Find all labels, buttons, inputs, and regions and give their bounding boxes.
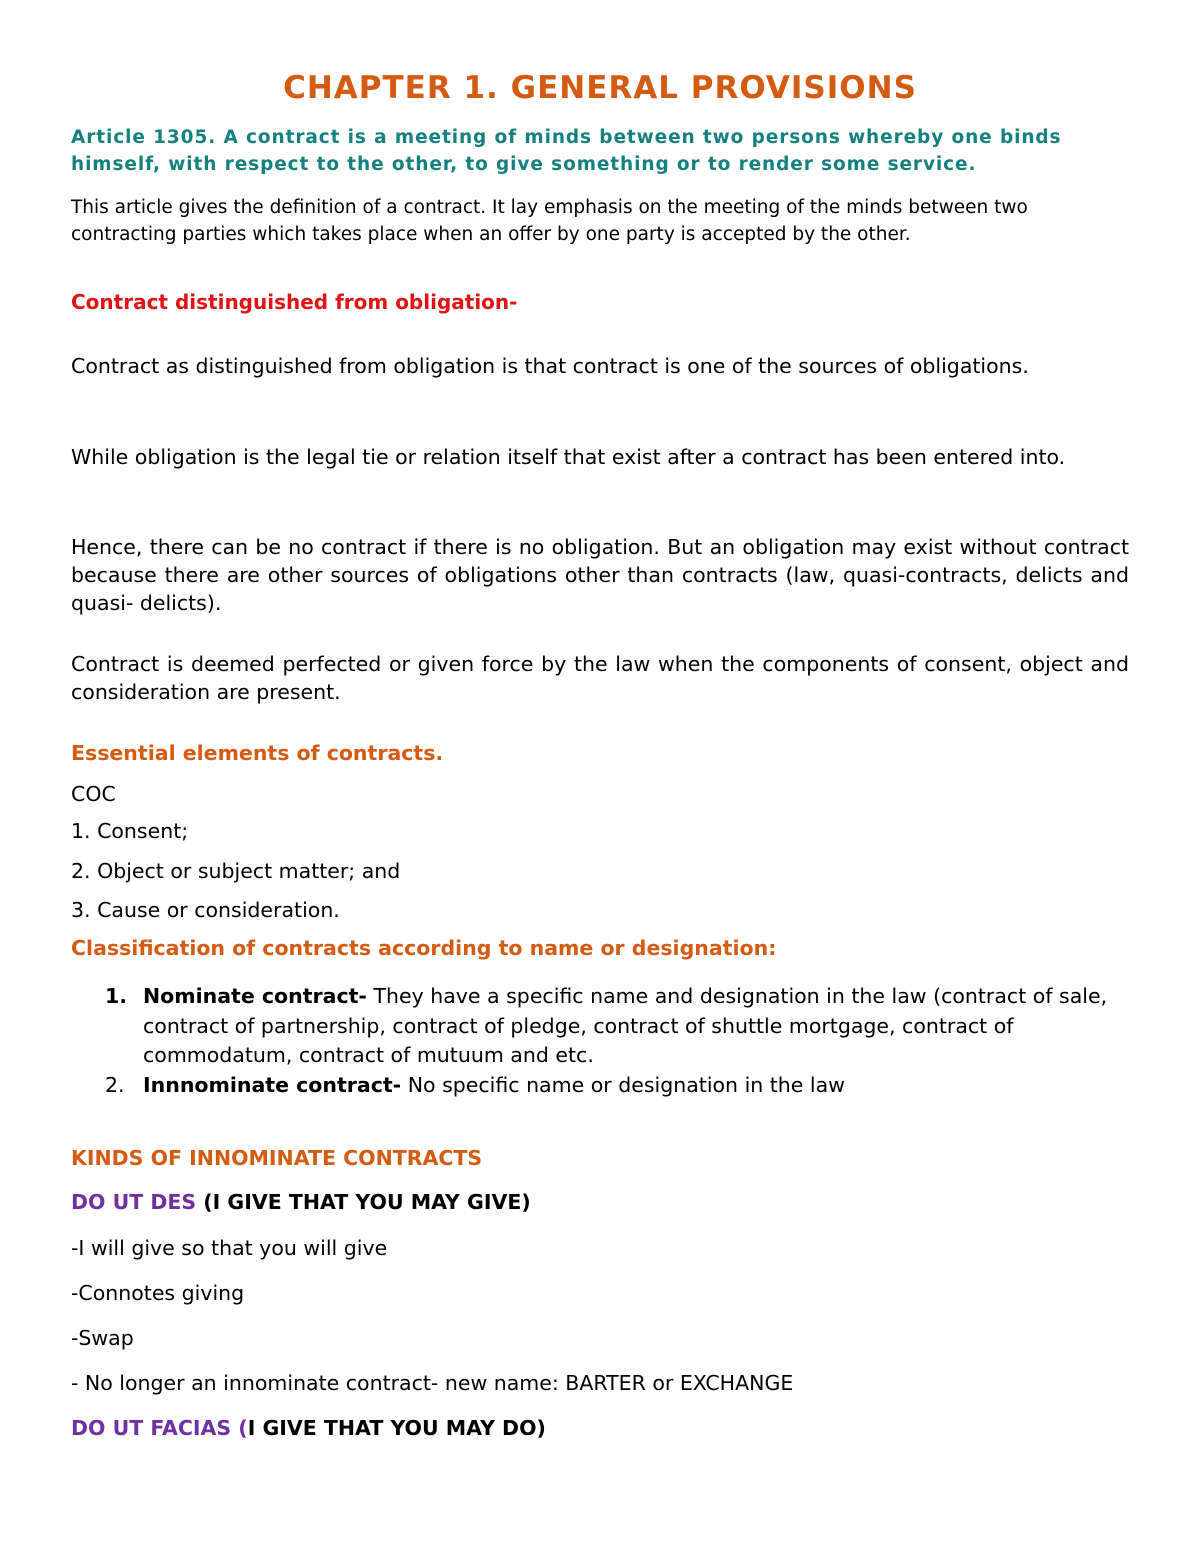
heading-essential-elements: Essential elements of contracts. xyxy=(71,741,444,765)
list-item-nominate xyxy=(105,982,1115,1071)
element-item-consent: 1. Consent; xyxy=(71,819,189,843)
element-item-object: 2. Object or subject matter; and xyxy=(71,859,401,883)
do-ut-des-line-4: - No longer an innominate contract- new name: BARTER or EXCHANGE xyxy=(71,1371,794,1395)
latin-do-ut-facias: DO UT FACIAS ( xyxy=(71,1416,248,1440)
mnemonic-coc: COC xyxy=(71,782,116,806)
heading-do-ut-facias xyxy=(71,1416,546,1440)
heading-contract-distinguished: Contract distinguished from obligation- xyxy=(71,290,518,314)
heading-classification: Classification of contracts according to name or designation: xyxy=(71,936,777,960)
heading-kinds-innominate: KINDS OF INNOMINATE CONTRACTS xyxy=(71,1146,483,1170)
paragraph-distinguished-4: Contract is deemed perfected or given force by the law when the components of consent, object and consideration are present. xyxy=(71,652,1129,704)
chapter-title: CHAPTER 1. GENERAL PROVISIONS xyxy=(283,70,917,106)
list-number: 1. xyxy=(105,984,128,1008)
article-1305: Article 1305. A contract is a meeting of minds between two persons whereby one binds himself, with respect to the other, to give something or to render some service. xyxy=(71,127,1062,175)
paragraph-distinguished-3: Hence, there can be no contract if there is no obligation. But an obligation may exist without contract because there are other sources of obligations other than contracts (law, quasi-contracts, delicts and quasi- delicts). xyxy=(71,535,1129,615)
term-nominate-contract: Nominate contract- xyxy=(143,984,367,1008)
list-number: 2. xyxy=(105,1072,125,1097)
do-ut-des-line-2: -Connotes giving xyxy=(71,1281,245,1305)
term-innominate-contract: Innnominate contract- xyxy=(143,1072,402,1097)
translation-do-ut-facias: I GIVE THAT YOU MAY DO) xyxy=(247,1416,546,1440)
article-explanation: This article gives the definition of a contract. It lay emphasis on the meeting of the minds between two contracting parties which takes place when an offer by one party is accepted by the other. xyxy=(71,197,1028,245)
heading-do-ut-des xyxy=(71,1190,531,1214)
list-item-innominate xyxy=(105,1071,1115,1101)
classification-list xyxy=(105,982,1115,1100)
do-ut-des-line-3: -Swap xyxy=(71,1326,134,1350)
definition-nominate-contract: They have a specific name and designation in the law (contract of sale, contract of partnership, contract of pledge, contract of shuttle mortgage, contract of commodatum, contract of mutuum and etc. xyxy=(143,984,1108,1067)
do-ut-des-line-1: -I will give so that you will give xyxy=(71,1236,388,1260)
definition-innominate-contract: No specific name or designation in the law xyxy=(401,1072,845,1097)
latin-do-ut-des: DO UT DES xyxy=(71,1190,204,1214)
paragraph-distinguished-2: While obligation is the legal tie or relation itself that exist after a contract has been entered into. xyxy=(71,445,1066,469)
paragraph-distinguished-1: Contract as distinguished from obligation is that contract is one of the sources of obligations. xyxy=(71,354,1029,378)
translation-do-ut-des: (I GIVE THAT YOU MAY GIVE) xyxy=(203,1190,531,1214)
element-item-cause: 3. Cause or consideration. xyxy=(71,898,340,922)
